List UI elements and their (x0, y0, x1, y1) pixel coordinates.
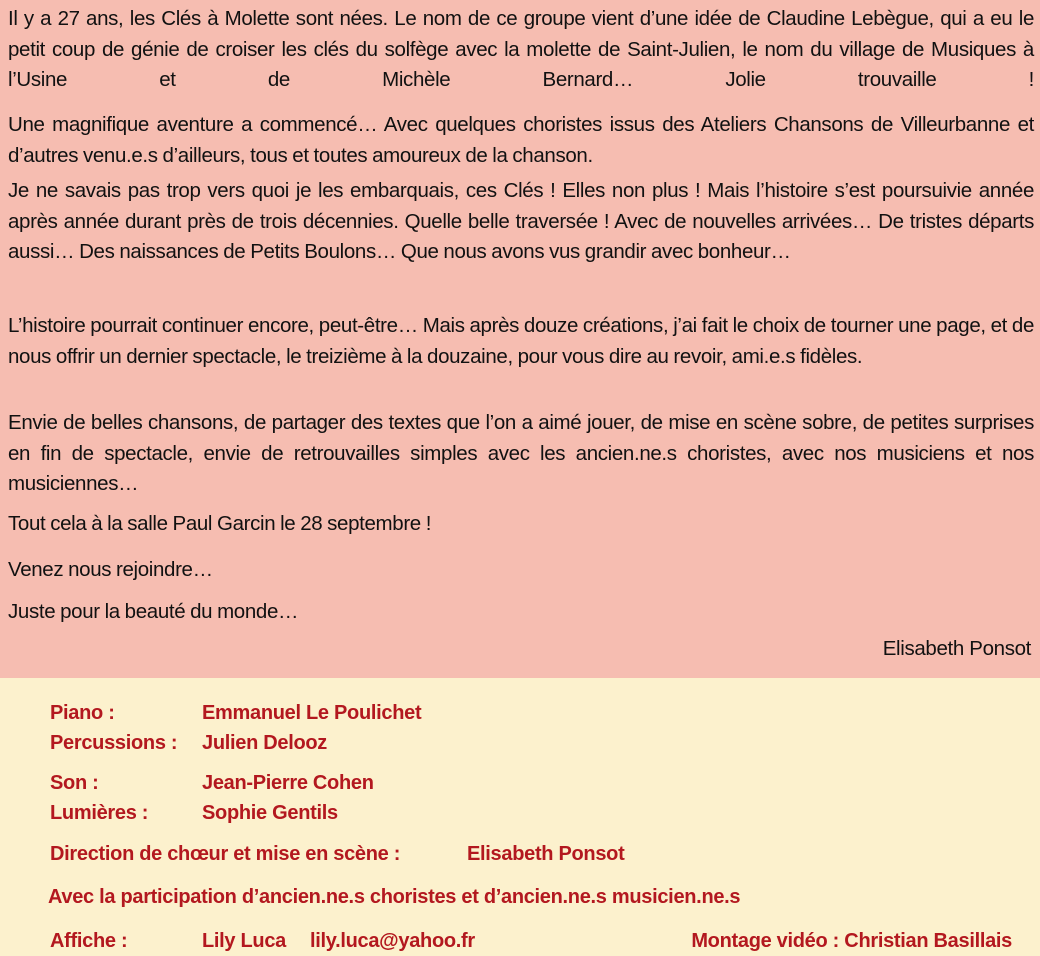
participation-note: Avec la participation d’ancien.ne.s choristes et d’ancien.ne.s musicien.ne.s (48, 886, 741, 908)
paragraph-date: Tout cela à la salle Paul Garcin le 28 septembre ! (8, 512, 432, 535)
lumieres-name: Sophie Gentils (202, 802, 338, 824)
piano-name: Emmanuel Le Poulichet (202, 702, 422, 724)
percussions-label: Percussions : (50, 732, 178, 754)
paragraph-origin: Il y a 27 ans, les Clés à Molette sont nées. Le nom de ce groupe vient d’une idée de Claudine Lebègue, qui a eu le petit coup de génie de croiser les clés du solfège avec la molette de Saint-Julien, le nom du village de Musiques à l’Usine et de Michèle Bernard… Jolie trouvaille ! (8, 7, 1034, 91)
paragraph-closing: Juste pour la beauté du monde… (8, 600, 299, 623)
son-label: Son : (50, 772, 99, 794)
credits-section (0, 678, 1040, 956)
affiche-email[interactable]: lily.luca@yahoo.fr (310, 930, 475, 952)
direction-name: Elisabeth Ponsot (467, 843, 625, 865)
lumieres-label: Lumières : (50, 802, 149, 824)
paragraph-desire: Envie de belles chansons, de partager des textes que l’on a aimé jouer, de mise en scène sobre, de petites surprises en fin de spectacle, envie de retrouvailles simples avec les ancien.ne.s choristes, avec nos musiciens et nos musiciennes… (8, 411, 1034, 495)
montage-credit: Montage vidéo : Christian Basillais (691, 930, 1012, 952)
paragraph-farewell: L’histoire pourrait continuer encore, peut-être… Mais après douze créations, j’ai fait le choix de tourner une page, et de nous offrir un dernier spectacle, le treizième à la douzaine, pour vous dire au revoir, ami.e.s fidèles. (8, 314, 1034, 368)
piano-label: Piano : (50, 702, 115, 724)
paragraph-adventure: Une magnifique aventure a commencé… Avec quelques choristes issus des Ateliers Chansons de Villeurbanne et d’autres venu.e.s d’ailleurs, tous et toutes amoureux de la chanson. (8, 113, 1034, 167)
direction-label: Direction de chœur et mise en scène : (50, 843, 401, 865)
percussions-name: Julien Delooz (202, 732, 328, 754)
signature: Elisabeth Ponsot (882, 637, 1031, 660)
affiche-name: Lily Luca (202, 930, 286, 952)
paragraph-invitation: Venez nous rejoindre… (8, 558, 213, 581)
affiche-label: Affiche : (50, 930, 128, 952)
paragraph-history: Je ne savais pas trop vers quoi je les embarquais, ces Clés ! Elles non plus ! Mais l’histoire s’est poursuivie année après année durant près de trois décennies. Quelle belle traversée ! Avec de nouvelles arrivées… De tristes départs aussi… Des naissances de Petits Boulons… Que nous avons vus grandir avec bonheur… (8, 179, 1034, 263)
son-name: Jean-Pierre Cohen (202, 772, 374, 794)
